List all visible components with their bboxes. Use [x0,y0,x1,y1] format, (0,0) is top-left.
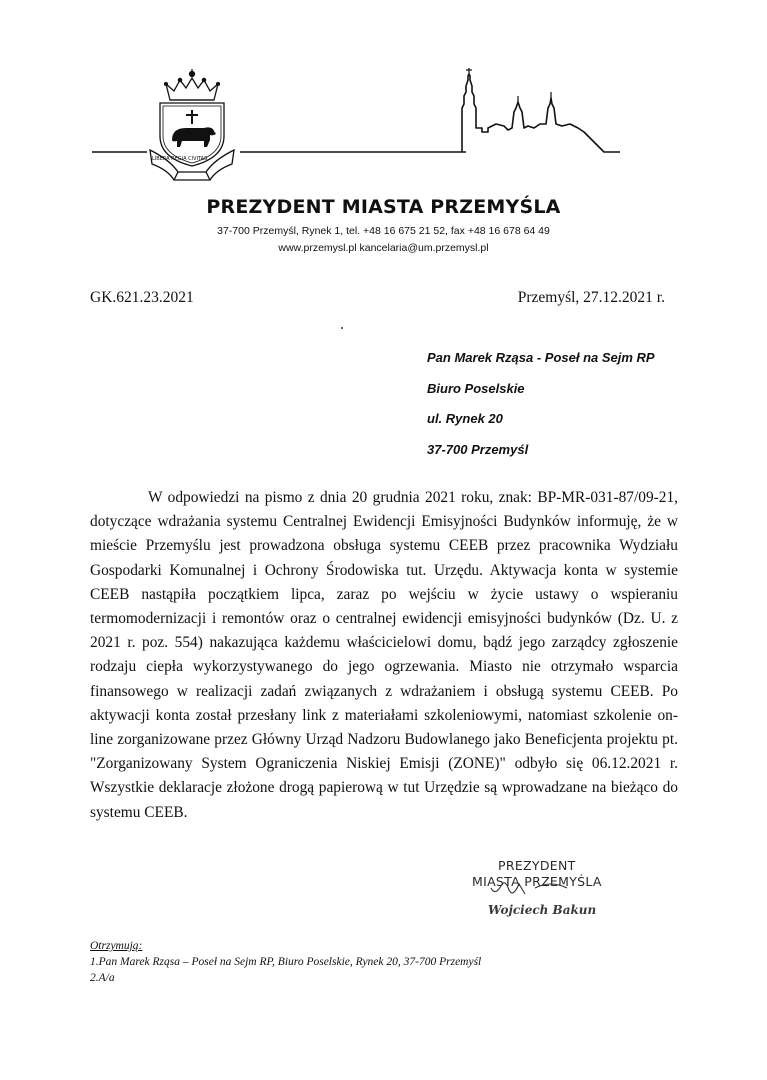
stamp-line-1: PREZYDENT [498,858,576,873]
recipient-line-2: Biuro Poselskie [427,380,525,396]
letterhead-graphics [0,0,767,190]
recipient-line-4: 37-700 Przemyśl [427,441,529,457]
city-skyline-icon [462,68,620,152]
address-line: 37-700 Przemyśl, Rynek 1, tel. +48 16 675 21 52, fax +48 16 678 64 49 [217,225,550,237]
letterhead [0,0,767,190]
handwritten-signature-icon [455,858,645,928]
scan-dot [341,327,343,329]
recipient-line-3: ul. Rynek 20 [427,411,503,426]
stamp-line-2: MIASTA PRZEMYŚLA [472,874,602,889]
crest-ribbon-text: LIBERA REGIA CIVITAS [152,156,208,162]
distribution-list [90,938,481,986]
recipient-block [427,343,655,465]
przemysl-coat-of-arms-icon [150,69,234,180]
signatory-name: Wojciech Bakun [488,903,597,917]
letter-body: W odpowiedzi na pismo z dnia 20 grudnia 2021 roku, znak: BP-MR-031-87/09-21, dotyczące wdrażania systemu Centralnej Ewidencji Emisyjności Budynków informuję, że w mieście Przemyślu jest prowadzona obsługa systemu CEEB przez pracownika Wydziału Gospodarki Komunalnej i Ochrony Środowiska tut. Urzędu. Aktywacja konta w systemie CEEB nastąpiła początkiem lipca, zaraz po wejściu w życie ustawy o wspieraniu termomodernizacji i remontów oraz o centralnej ewidencji emisyjności budynków (Dz. U. z 2021 r. poz. 554) nakazująca każdemu właścicielowi domu, bądź jego zarządcy zgłoszenie rodzaju ciepła wykorzystywanego do jego ogrzewania. Miasto nie otrzymało wsparcia finansowego w realizacji zadań związanych z wdrażaniem i obsługą systemu CEEB. Po aktywacji konta został przesłany link z materiałami szkoleniowymi, natomiast szkolenie on-line zorganizowane przez Główny Urząd Nadzoru Budowlanego jako Beneficjenta projektu pt. "Zorganizowany System Ograniczenia Niskiej Emisji (ZONE)" odbyło się 06.12.2021 r. Wszystkie deklaracje złożone drogą papierową w tut Urzędzie są wprowadzane na bieżąco do systemu CEEB. [90,489,678,821]
office-address [0,223,767,257]
distribution-item-2: 2.A/a [90,972,115,984]
contact-line: www.przemysl.pl kancelaria@um.przemysl.pl [278,242,489,254]
distribution-title: Otrzymują: [90,940,143,952]
office-title: PREZYDENT MIASTA PRZEMYŚLA [206,196,561,218]
signature-stamp [455,858,645,928]
recipient-line-1: Pan Marek Rząsa - Poseł na Sejm RP [427,350,655,365]
reference-number: GK.621.23.2021 [90,289,194,306]
place-date: Przemyśl, 27.12.2021 r. [517,289,665,306]
distribution-item-1: 1.Pan Marek Rząsa – Poseł na Sejm RP, Biuro Poselskie, Rynek 20, 37-700 Przemyśl [90,956,482,968]
